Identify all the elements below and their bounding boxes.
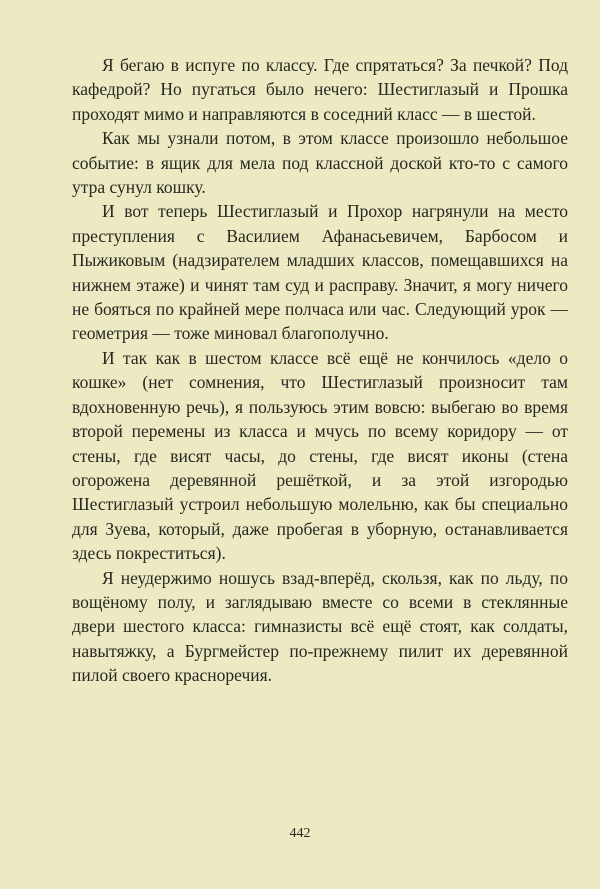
paragraph-4: И так как в шестом классе всё ещё не кончилось «дело о кошке» (нет сомнения, что Шестиглазый произносит там вдохновенную речь), я пользуюсь этим вовсю: выбегаю во время второй перемены из класса и мчусь по всему коридору — от стены, где висят часы, до стены, где висят иконы (стена огорожена деревянной решёткой, и за этой изгородью Шестиглазый устроил небольшую молельню, как бы специально для Зуева, который, даже пробегая в уборную, останавливается здесь покреститься). bbox=[72, 347, 568, 564]
paragraph-3: И вот теперь Шестиглазый и Прохор нагрянули на место преступления с Василием Афанасьевичем, Барбосом и Пыжиковым (надзирателем младших классов, помещавшихся на нижнем этаже) и чинят там суд и расправу. Значит, я могу ничего не бояться по крайней мере полчаса или час. Следующий урок — геометрия — тоже миновал благополучно. bbox=[72, 201, 568, 344]
page-number: 442 bbox=[289, 826, 311, 841]
paragraph-5: Я неудержимо ношусь взад-вперёд, скользя, как по льду, по вощёному полу, и заглядываю вместе со всеми в стеклянные двери шестого класса: гимназисты всё ещё стоят, как солдаты, навытяжку, а Бургмейстер по-прежнему пилит их деревянной пилой своего красноречия. bbox=[72, 567, 568, 686]
paragraph-1: Я бегаю в испуге по классу. Где спрятаться? За печкой? Под кафедрой? Но пугаться было нечего: Шестиглазый и Прошка проходят мимо и направляются в соседний класс — в шестой. bbox=[72, 55, 568, 124]
paragraph-2: Как мы узнали потом, в этом классе произошло небольшое событие: в ящик для мела под классной доской кто-то с самого утра сунул кошку. bbox=[72, 128, 568, 198]
body-text bbox=[72, 53, 568, 688]
